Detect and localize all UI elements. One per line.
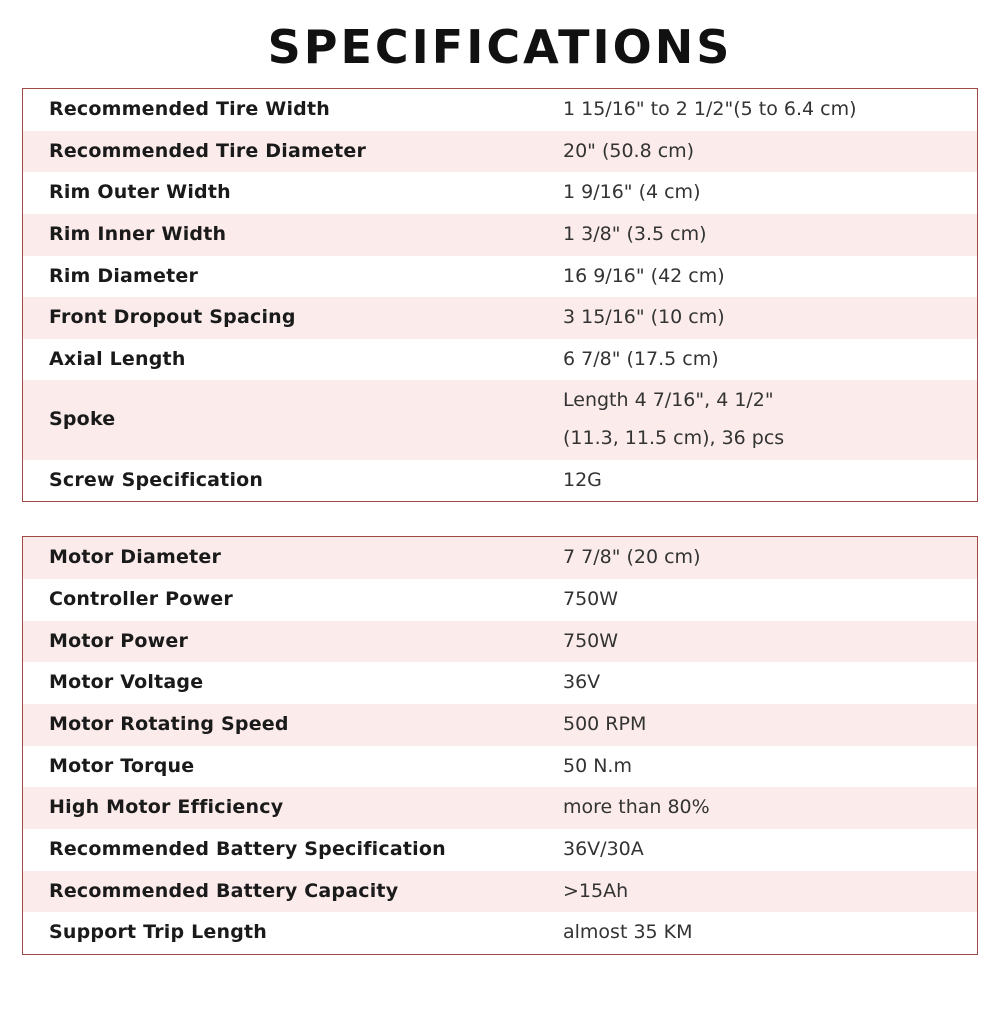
spec-label: Rim Outer Width <box>49 181 231 204</box>
spec-value <box>559 214 978 256</box>
motor-specifications-table <box>22 536 978 954</box>
spec-value <box>559 89 978 131</box>
spec-value-line-1: 1 3/8" (3.5 cm) <box>563 222 707 245</box>
spec-label: Recommended Tire Diameter <box>49 139 367 162</box>
wheel-specifications-table <box>22 88 978 502</box>
spec-value <box>559 746 978 788</box>
spec-label: Motor Power <box>49 629 189 652</box>
spec-label: High Motor Efficiency <box>49 796 284 819</box>
spec-label: Recommended Battery Capacity <box>49 879 399 902</box>
table-row <box>23 256 978 298</box>
spec-label: Controller Power <box>49 588 233 611</box>
spec-value <box>559 380 978 459</box>
table-row <box>23 871 978 913</box>
spec-value <box>559 131 978 173</box>
table-row <box>23 829 978 871</box>
spec-label: Motor Voltage <box>49 671 204 694</box>
spec-value-line-1: 1 9/16" (4 cm) <box>563 181 701 204</box>
spec-value <box>559 172 978 214</box>
specifications-page <box>0 20 1000 1020</box>
spec-label: Motor Rotating Speed <box>49 712 289 735</box>
spec-value-line-2: (11.3, 11.5 cm), 36 pcs <box>563 427 785 450</box>
spec-label: Motor Torque <box>49 754 195 777</box>
spec-label: Spoke <box>49 408 116 431</box>
spec-value-line-1: more than 80% <box>563 796 710 819</box>
table-row <box>23 662 978 704</box>
spec-value-line-1: 750W <box>563 588 619 611</box>
spec-value <box>559 460 978 502</box>
table-row <box>23 297 978 339</box>
wheel-specifications-table-wrapper <box>22 88 978 502</box>
spec-value <box>559 537 978 579</box>
table-row <box>23 787 978 829</box>
spec-value-line-1: almost 35 KM <box>563 921 693 944</box>
spec-value-line-1: 20" (50.8 cm) <box>563 139 695 162</box>
table-row <box>23 214 978 256</box>
table-spacer <box>22 502 978 536</box>
spec-value <box>559 621 978 663</box>
table-row <box>23 339 978 381</box>
spec-value-line-1: 12G <box>563 468 602 491</box>
spec-label: Rim Inner Width <box>49 222 227 245</box>
table-row <box>23 380 978 459</box>
spec-value-line-1: Length 4 7/16", 4 1/2" <box>563 389 774 412</box>
spec-value-line-1: 7 7/8" (20 cm) <box>563 546 701 569</box>
spec-label: Axial Length <box>49 347 186 370</box>
spec-value <box>559 339 978 381</box>
spec-label: Recommended Battery Specification <box>49 837 446 860</box>
spec-value <box>559 871 978 913</box>
table-row <box>23 746 978 788</box>
spec-label: Screw Specification <box>49 468 264 491</box>
table-row <box>23 89 978 131</box>
spec-value <box>559 297 978 339</box>
table-row <box>23 537 978 579</box>
spec-value-line-1: 36V/30A <box>563 837 644 860</box>
spec-value-line-1: 3 15/16" (10 cm) <box>563 306 725 329</box>
table-row <box>23 172 978 214</box>
spec-value-line-1: 1 15/16" to 2 1/2"(5 to 6.4 cm) <box>563 98 857 120</box>
spec-value <box>559 912 978 954</box>
table-row <box>23 912 978 954</box>
spec-label: Front Dropout Spacing <box>49 306 296 329</box>
spec-value-line-1: 36V <box>563 671 601 694</box>
spec-value-line-1: 6 7/8" (17.5 cm) <box>563 347 719 370</box>
spec-value-line-1: 50 N.m <box>563 754 632 777</box>
page-title: SPECIFICATIONS <box>267 20 733 74</box>
spec-value <box>559 256 978 298</box>
spec-value-line-1: 500 RPM <box>563 712 647 735</box>
spec-value <box>559 662 978 704</box>
spec-label: Rim Diameter <box>49 264 199 287</box>
spec-label: Support Trip Length <box>49 921 268 944</box>
spec-value-line-1: 750W <box>563 629 619 652</box>
spec-value-line-1: >15Ah <box>563 879 629 902</box>
spec-value-line-1: 16 9/16" (42 cm) <box>563 264 725 287</box>
table-row <box>23 704 978 746</box>
spec-value <box>559 704 978 746</box>
spec-label: Recommended Tire Width <box>49 98 330 120</box>
table-row <box>23 621 978 663</box>
table-row <box>23 579 978 621</box>
spec-value <box>559 787 978 829</box>
table-row <box>23 131 978 173</box>
spec-value <box>559 829 978 871</box>
table-row <box>23 460 978 502</box>
motor-specifications-table-wrapper <box>22 536 978 954</box>
spec-value <box>559 579 978 621</box>
spec-label: Motor Diameter <box>49 546 222 569</box>
